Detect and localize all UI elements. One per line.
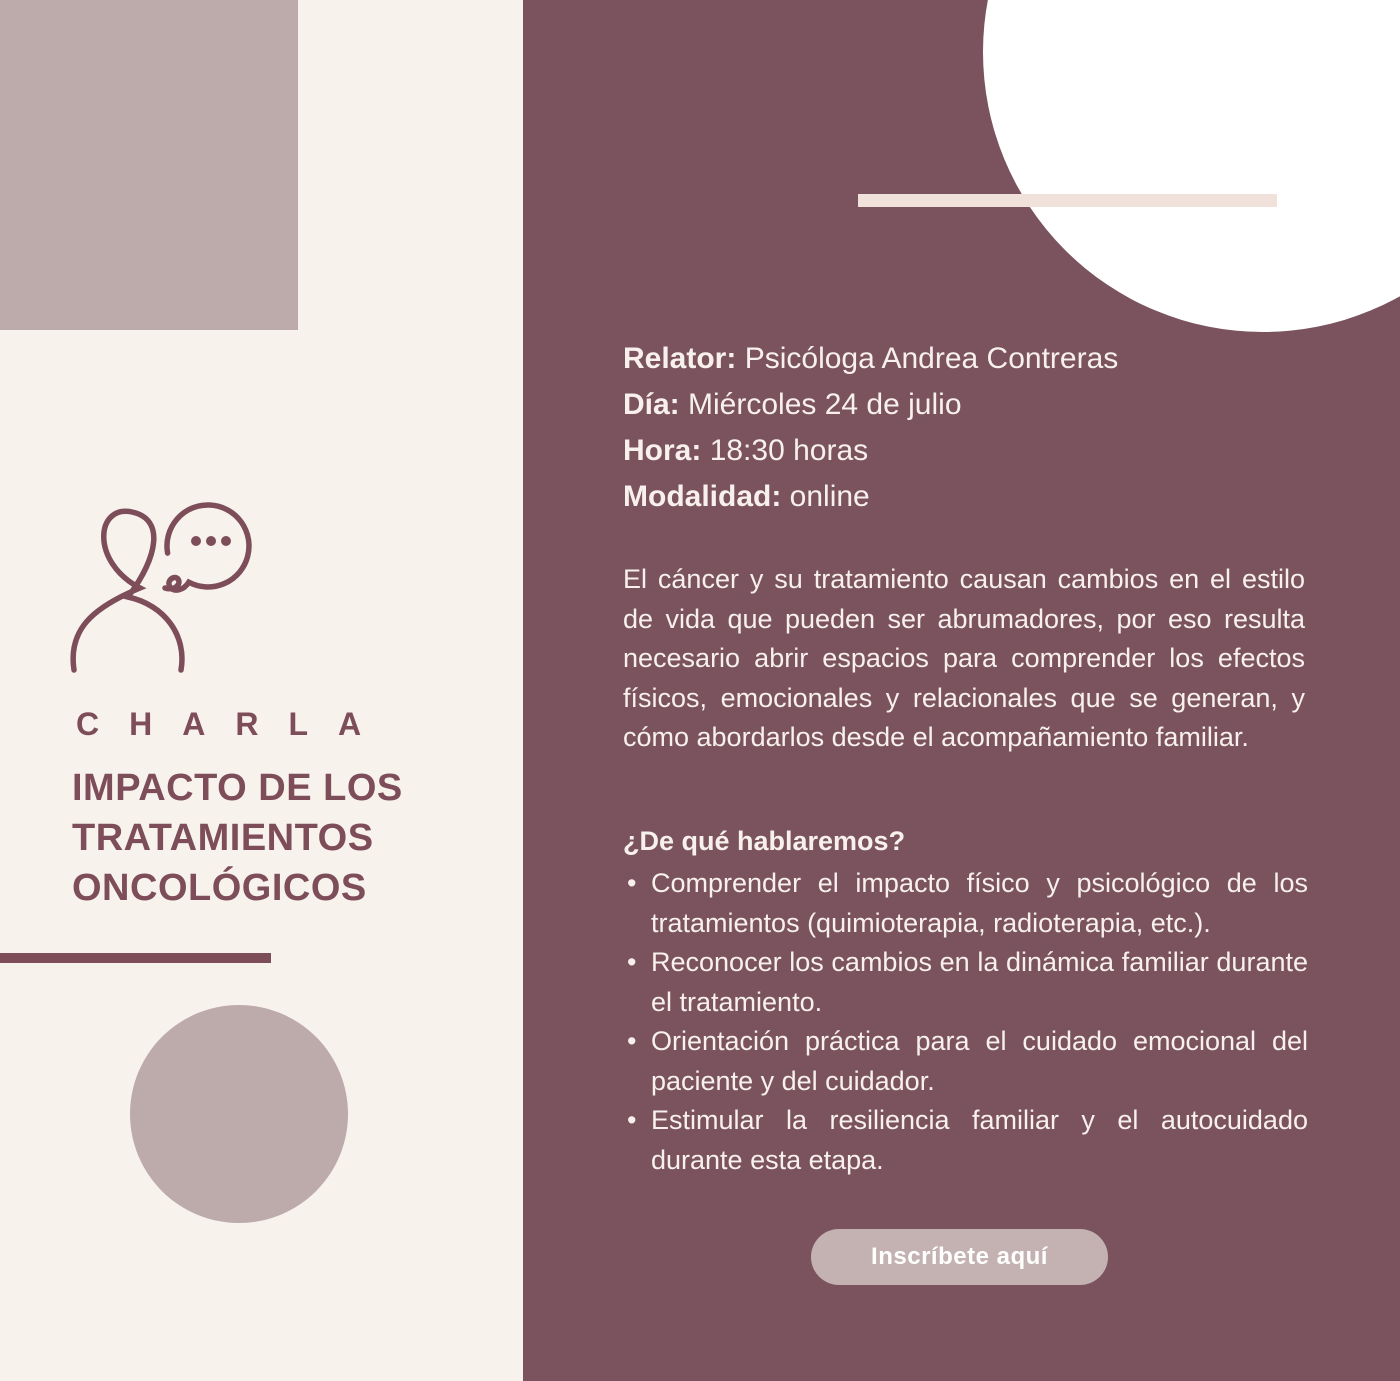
- person-chat-icon: [70, 502, 260, 677]
- decor-circle-white: [983, 0, 1400, 332]
- right-panel: [523, 0, 1400, 1381]
- topics-list: [623, 864, 1308, 1180]
- detail-row-modalidad: [623, 474, 1305, 520]
- decor-circle-bottomleft: [130, 1005, 348, 1223]
- detail-label: Hora:: [623, 434, 702, 467]
- event-title-line-1: IMPACTO DE LOS: [72, 767, 403, 809]
- event-details: [623, 336, 1305, 520]
- speech-bubble-outline: [165, 505, 249, 590]
- detail-row-dia: [623, 382, 1305, 428]
- decor-divider-left: [0, 953, 271, 963]
- detail-label: Día:: [623, 388, 680, 421]
- detail-row-relator: [623, 336, 1305, 382]
- detail-value: Miércoles 24 de julio: [688, 388, 962, 421]
- list-item: • Comprender el impacto físico y psicológico de los tratamientos (quimioterapia, radioterapia, etc.).: [623, 864, 1308, 943]
- decor-line-right: [858, 194, 1277, 207]
- register-button[interactable]: Inscríbete aquí: [811, 1229, 1108, 1285]
- kicker-label: CHARLA: [76, 706, 392, 742]
- detail-value: online: [789, 480, 870, 513]
- list-item: • Orientación práctica para el cuidado emocional del paciente y del cuidador.: [623, 1022, 1308, 1101]
- detail-row-hora: [623, 428, 1305, 474]
- list-item: • Reconocer los cambios en la dinámica familiar durante el tratamiento.: [623, 943, 1308, 1022]
- decor-square-topleft: [0, 0, 298, 330]
- detail-value: 18:30 horas: [709, 434, 869, 467]
- speech-dots: [191, 536, 231, 546]
- event-title-line-3: ONCOLÓGICOS: [72, 867, 367, 909]
- detail-label: Modalidad:: [623, 480, 782, 513]
- detail-label: Relator:: [623, 342, 737, 375]
- event-title: [72, 763, 403, 913]
- list-item: • Estimular la resiliencia familiar y el autocuidado durante esta etapa.: [623, 1101, 1308, 1180]
- event-title-line-2: TRATAMIENTOS: [72, 817, 374, 859]
- topics-heading: ¿De qué hablaremos?: [623, 826, 906, 856]
- description-paragraph: El cáncer y su tratamiento causan cambios en el estilo de vida que pueden ser abrumadores, por eso resulta necesario abrir espacios para comprender los efectos físicos, emocionales y relacionales que se generan, y cómo abordarlos desde el acompañamiento familiar.: [623, 564, 1305, 752]
- detail-value: Psicóloga Andrea Contreras: [744, 342, 1119, 375]
